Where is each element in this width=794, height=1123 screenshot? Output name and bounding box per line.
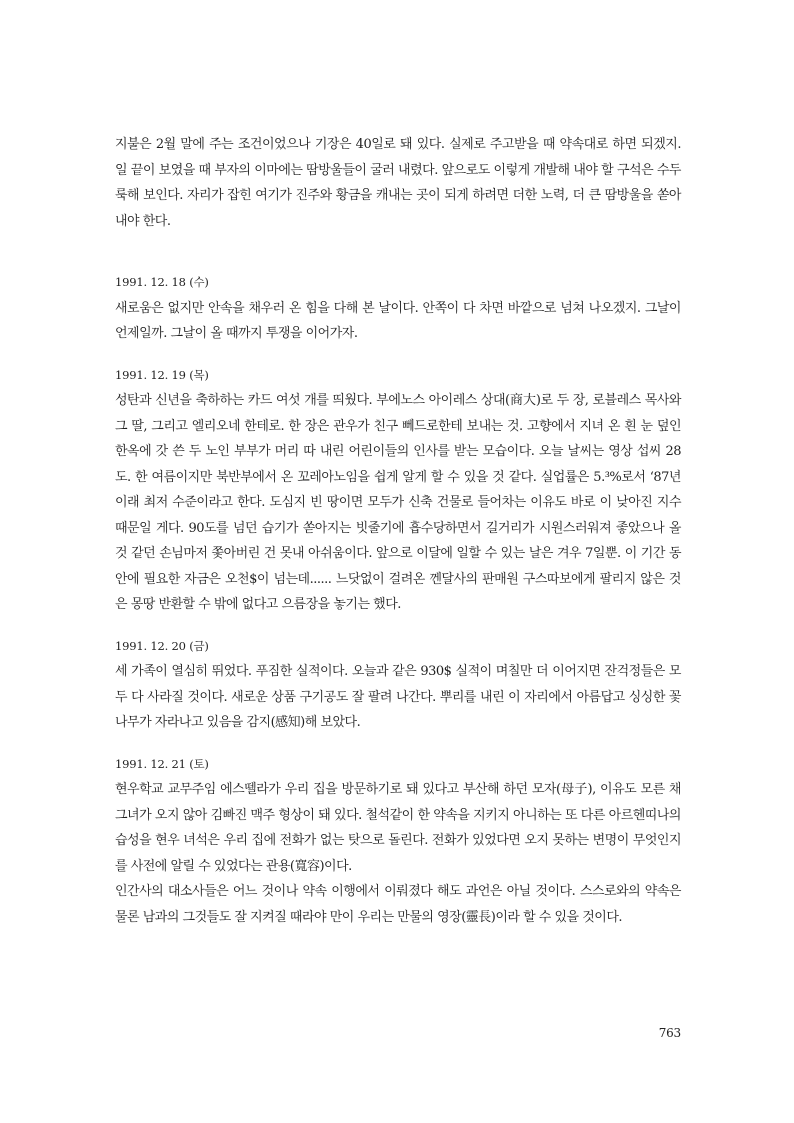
diary-entry-1220	[115, 634, 681, 736]
entry-date: 1991. 12. 21 (토)	[115, 756, 209, 771]
entry-spacer	[115, 347, 681, 363]
diary-entry-1219	[115, 363, 681, 618]
section-spacer	[115, 234, 681, 270]
entry-date: 1991. 12. 18 (수)	[115, 275, 209, 289]
entry-paragraph: 새로움은 없지만 안속을 채우러 온 힘을 다해 본 날이다. 안쪽이 다 차면 바깥으로 넘쳐 나오겠지. 그날이 언제일까. 그날이 올 때까지 투쟁을 이어가자.	[115, 300, 681, 341]
entry-date: 1991. 12. 19 (목)	[115, 367, 209, 382]
entry-paragraph: 성탄과 신년을 축하하는 카드 여섯 개를 띄웠다. 부에노스 아이레스 상대(商大)로 두 장, 로블레스 목사와 그 딸, 그리고 엘리오네 한테로. 한 장은 관우가 친구 뻬드로한테 보내는 것. 고향에서 지녀 온 흰 눈 덮인 한옥에 갓 쓴 두 노인 부부가 머리 따 내린 어린이들의 인사를 받는 모습이다. 오늘 날씨는 영상 섭씨 28도. 한 여름이지만 북반부에서 온 꼬레아노임을 쉽게 알게 할 수 있을 것 같다. 실업률은 5.³%로서 ‘87년 이래 최저 수준이라고 한다. 도심지 빈 땅이면 모두가 신축 건물로 들어차는 이유도 바로 이 낮아진 지수 때문일 게다. 90도를 넘던 습기가 쏟아지는 빗줄기에 흡수당하면서 길거리가 시원스러워져 좋았으나 올 것 같던 손님마저 쫓아버린 건 못내 아쉬움이다. 앞으로 이달에 일할 수 있는 날은 겨우 7일뿐. 이 기간 동안에 필요한 자금은 오천$이 넘는데...... 느닷없이 걸려온 껜달사의 판매원 구스따보에게 팔리지 않은 것은 몽땅 반환할 수 밖에 없다고 으름장을 놓기는 했다.	[115, 393, 681, 612]
intro-paragraph: 지불은 2월 말에 주는 조건이었으나 기장은 40일로 돼 있다. 실제로 주고받을 때 약속대로 하면 되겠지. 일 끝이 보였을 때 부자의 이마에는 땀방울들이 굴러 내렸다. 앞으로도 이렇게 개발해 내야 할 구석은 수두룩해 보인다. 자리가 잡힌 여기가 진주와 황금을 캐내는 곳이 되게 하려면 더한 노력, 더 큰 땀방울을 쏟아 내야 한다.	[115, 137, 681, 229]
page-number: 763	[658, 1026, 681, 1040]
diary-entry-1218	[115, 270, 681, 347]
entry-paragraph: 세 가족이 열심히 뛰었다. 푸짐한 실적이다. 오늘과 같은 930$ 실적이 며칠만 더 이어지면 잔걱정들은 모두 다 사라질 것이다. 새로운 상품 구기공도 잘 팔려 나간다. 뿌리를 내린 이 자리에서 아름답고 싱싱한 꽃나무가 자라나고 있음을 감지(感知)해 보았다.	[115, 664, 681, 730]
page-content	[115, 132, 681, 930]
entry-date: 1991. 12. 20 (금)	[115, 638, 209, 653]
diary-entry-1221	[115, 752, 681, 931]
entry-spacer	[115, 736, 681, 752]
entry-spacer	[115, 618, 681, 634]
entry-paragraph: 인간사의 대소사들은 어느 것이나 약속 이행에서 이뤄졌다 해도 과언은 아닐 것이다. 스스로와의 약속은 물론 남과의 그것들도 잘 지켜질 때라야 만이 우리는 만물의 영장(靈長)이라 할 수 있을 것이다.	[115, 884, 681, 925]
entry-paragraph: 현우학교 교무주임 에스뗄라가 우리 집을 방문하기로 돼 있다고 부산해 하던 모자(母子), 이유도 모른 채 그녀가 오지 않아 김빠진 맥주 형상이 돼 있다. 철석같이 한 약속을 지키지 아니하는 또 다른 아르헨띠나의 습성을 현우 녀석은 우리 집에 전화가 없는 탓으로 돌린다. 전화가 있었다면 오지 못하는 변명이 무엇인지를 사전에 알릴 수 있었다는 관용(寬容)이다.	[115, 782, 681, 874]
